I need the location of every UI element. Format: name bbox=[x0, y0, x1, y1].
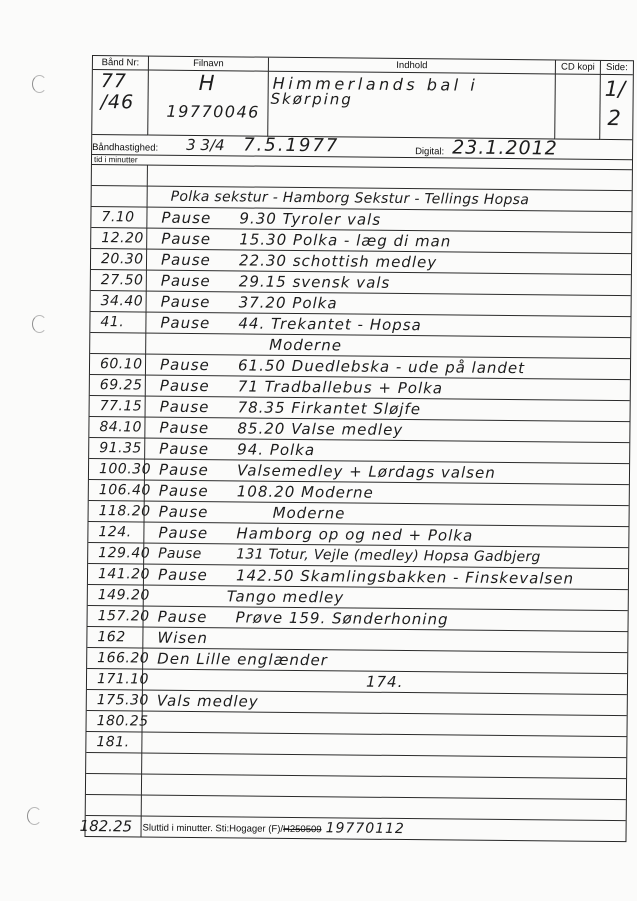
row-time: 129.40 bbox=[88, 543, 144, 564]
band-nr-bottom: /46 bbox=[100, 91, 135, 114]
row-time: 171.10 bbox=[87, 669, 143, 690]
header-indhold: Indhold bbox=[269, 58, 556, 75]
row-pause: Pause bbox=[161, 208, 212, 228]
row-time: 175.30 bbox=[87, 690, 143, 711]
footer-content-cell bbox=[142, 817, 626, 842]
footer-handwritten-id: 19770112 bbox=[325, 820, 405, 838]
row-text: 44. Trekantet - Hopsa bbox=[238, 314, 422, 335]
indhold-line1: Himmerlands bal i bbox=[272, 73, 479, 95]
row-time: 166.20 bbox=[87, 648, 143, 669]
row-time: 141.20 bbox=[88, 564, 144, 585]
row-time: 77.15 bbox=[90, 396, 146, 417]
row-time: 181. bbox=[86, 732, 142, 753]
row-pause: Pause bbox=[159, 439, 210, 459]
row-time: 100.30 bbox=[89, 459, 145, 480]
row-time: 162 bbox=[87, 627, 143, 648]
row-text: 61.50 Duedlebska - ude på landet bbox=[237, 356, 526, 378]
row-text: Valsemedley + Lørdags valsen bbox=[236, 461, 496, 482]
row-text: 131 Totur, Vejle (medley) Hopsa Gadbjerg bbox=[236, 546, 541, 566]
speed-value: 3 3/4 bbox=[186, 135, 225, 155]
row-time bbox=[86, 795, 142, 816]
row-time: 157.20 bbox=[88, 606, 144, 627]
row-time: 180.25 bbox=[87, 711, 143, 732]
row-text: 174. bbox=[365, 672, 404, 692]
row-pause: Pause bbox=[159, 376, 210, 396]
row-time bbox=[92, 165, 148, 186]
row-pause: Pause bbox=[157, 607, 208, 627]
row-time: 12.20 bbox=[91, 228, 147, 249]
row-time: 149.20 bbox=[88, 585, 144, 606]
row-text: Den Lille englænder bbox=[157, 649, 328, 670]
log-rows bbox=[86, 165, 632, 821]
punch-hole bbox=[32, 315, 47, 333]
side-bottom: 2 bbox=[607, 105, 621, 131]
row-pause: Pause bbox=[159, 418, 210, 438]
header-side: Side: bbox=[601, 61, 633, 75]
footer-label: Sluttid i minutter. Sti:Hogager (F)/ bbox=[142, 822, 284, 835]
row-text: 94. Polka bbox=[237, 440, 316, 460]
header-cd-kopi: CD kopi bbox=[556, 60, 601, 74]
row-text: 37.20 Polka bbox=[238, 293, 338, 313]
row-pause: Pause bbox=[157, 565, 208, 585]
row-pause: Pause bbox=[160, 292, 211, 312]
row-pause: Pause bbox=[158, 460, 209, 480]
row-pause: Pause bbox=[158, 502, 209, 522]
row-text: 108.20 Moderne bbox=[236, 482, 374, 502]
digital-label: Digital: bbox=[415, 146, 445, 158]
row-time: 60.10 bbox=[90, 354, 146, 375]
row-time bbox=[90, 333, 146, 354]
time-column-label: tid i minutter bbox=[93, 155, 138, 165]
row-pause: Pause bbox=[161, 229, 212, 249]
tape-log-form bbox=[79, 55, 633, 842]
row-text: Tango medley bbox=[226, 587, 345, 607]
row-text: Prøve 159. Sønderhoning bbox=[235, 608, 449, 629]
row-time: 20.30 bbox=[91, 249, 147, 270]
row-pause: Pause bbox=[158, 523, 209, 543]
footer-row bbox=[79, 816, 626, 841]
row-text: 142.50 Skamlingsbakken - Finskevalsen bbox=[235, 566, 575, 588]
punch-hole bbox=[27, 807, 42, 825]
header-band-nr: Bånd Nr: bbox=[93, 56, 149, 71]
footer-time-cell bbox=[79, 816, 142, 837]
row-text: Hamborg op og ned + Polka bbox=[236, 524, 474, 545]
footer-struck-path: H250509 bbox=[282, 823, 322, 836]
row-text: Moderne bbox=[269, 335, 343, 355]
filnavn-letter: H bbox=[198, 71, 215, 96]
row-time: 91.35 bbox=[89, 438, 145, 459]
row-time: 69.25 bbox=[90, 375, 146, 396]
row-text: 29.15 svensk vals bbox=[238, 272, 391, 292]
row-pause: Pause bbox=[160, 250, 211, 270]
row-pause: Pause bbox=[158, 481, 209, 501]
row-time: 41. bbox=[90, 312, 146, 333]
row-time: 124. bbox=[88, 522, 144, 543]
row-time: 27.50 bbox=[91, 270, 147, 291]
row-time bbox=[86, 774, 142, 795]
row-time bbox=[92, 186, 148, 207]
row-text: 15.30 Polka - læg di man bbox=[239, 230, 452, 251]
row-time bbox=[86, 753, 142, 774]
row-text: 85.20 Valse medley bbox=[237, 419, 404, 440]
row-text: 78.35 Firkantet Sløjfe bbox=[237, 398, 422, 419]
digital-date: 23.1.2012 bbox=[452, 136, 558, 160]
row-time: 106.40 bbox=[89, 480, 145, 501]
row-text: 9.30 Tyroler vals bbox=[239, 209, 382, 229]
row-pause: Pause bbox=[160, 271, 211, 291]
row-text: Polka sekstur - Hamborg Sekstur - Tellings Hopsa bbox=[170, 188, 530, 209]
header-filnavn: Filnavn bbox=[149, 57, 269, 72]
side-top: 1/ bbox=[604, 76, 626, 102]
row-pause: Pause bbox=[159, 397, 210, 417]
row-pause: Pause bbox=[158, 545, 202, 563]
row-time: 7.10 bbox=[91, 207, 147, 228]
row-time: 118.20 bbox=[89, 501, 145, 522]
row-time: 34.40 bbox=[91, 291, 147, 312]
row-text: 71 Tradballebus + Polka bbox=[237, 377, 444, 398]
speed-label: Båndhastighed: bbox=[92, 142, 159, 154]
filnavn-number: 19770046 bbox=[166, 101, 260, 122]
recording-date: 7.5.1977 bbox=[243, 134, 340, 157]
row-text: Moderne bbox=[272, 503, 346, 523]
end-time: 182.25 bbox=[79, 816, 133, 836]
row-text: 22.30 schottish medley bbox=[238, 251, 438, 272]
punch-hole bbox=[32, 75, 47, 93]
row-text: Vals medley bbox=[156, 691, 259, 711]
row-time: 84.10 bbox=[89, 417, 145, 438]
row-pause: Pause bbox=[160, 313, 211, 333]
indhold-line2: Skørping bbox=[270, 89, 353, 109]
cell-cd-kopi bbox=[555, 74, 601, 139]
band-nr-top: 77 bbox=[100, 70, 128, 93]
row-pause: Pause bbox=[159, 355, 210, 375]
row-text: Wisen bbox=[157, 628, 209, 648]
